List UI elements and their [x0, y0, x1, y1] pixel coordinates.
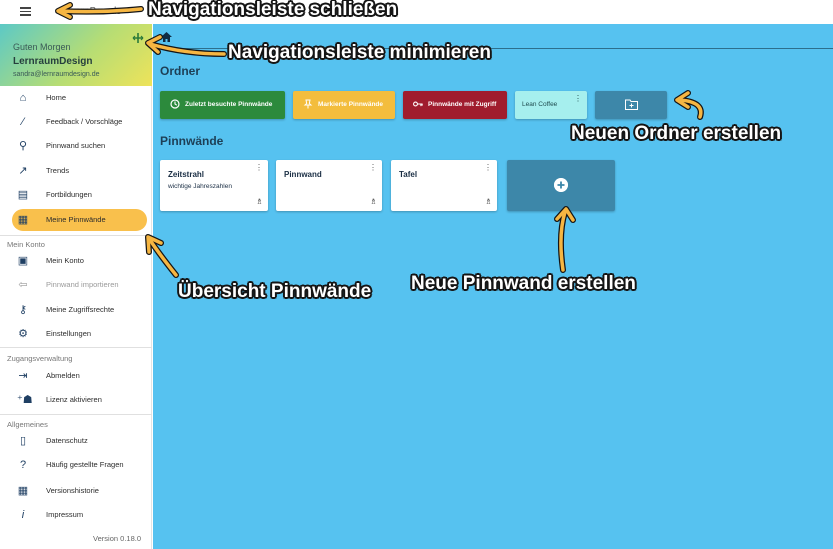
- add-circle-icon: [554, 178, 568, 192]
- greeting: Guten Morgen: [13, 42, 71, 52]
- user-email: sandra@lernraumdesign.de: [13, 71, 100, 78]
- sidebar: [0, 24, 152, 549]
- info-icon: i: [21, 509, 25, 521]
- sidebar-item-label: Mein Konto: [46, 256, 84, 265]
- sidebar-item-versionshistorie[interactable]: [0, 480, 152, 502]
- section-zugangsverwaltung: Zugangsverwaltung: [7, 354, 73, 363]
- dashboard-icon: ▦: [17, 214, 29, 226]
- sidebar-item-faq[interactable]: [0, 454, 152, 476]
- account-box-icon: ▣: [17, 255, 29, 267]
- sidebar-item-label: Lizenz aktivieren: [46, 395, 102, 404]
- board-subtitle: wichtige Jahreszahlen: [168, 183, 232, 190]
- board-card[interactable]: [276, 160, 382, 211]
- sidebar-item-fortbildungen[interactable]: [0, 184, 152, 206]
- annotation-new-board: Neue Pinnwand erstellen: [411, 273, 636, 294]
- sidebar-item-label: Einstellungen: [46, 329, 92, 338]
- folder-access[interactable]: [403, 91, 507, 119]
- sidebar-item-impressum[interactable]: [0, 504, 152, 526]
- sidebar-item-label: Versionshistorie: [46, 486, 99, 495]
- board-title: Tafel: [399, 170, 418, 179]
- boards-heading: Pinnwände: [160, 134, 224, 148]
- home-icon: ⌂: [19, 92, 27, 104]
- board-card[interactable]: [160, 160, 268, 211]
- sidebar-item-mein-konto[interactable]: [0, 250, 152, 272]
- sidebar-item-lizenz[interactable]: [0, 389, 152, 411]
- sidebar-item-import[interactable]: [0, 274, 152, 296]
- import-icon: ⇦: [18, 279, 28, 291]
- divider: [0, 414, 152, 415]
- sidebar-item-meine-pinnwaende[interactable]: [0, 209, 152, 231]
- annotation-new-folder: Neuen Ordner erstellen: [571, 123, 782, 144]
- folder-label: Pinnwände mit Zugriff: [428, 101, 497, 108]
- home-icon[interactable]: [161, 32, 172, 42]
- add-board-button[interactable]: [507, 160, 615, 211]
- sidebar-item-label: Fortbildungen: [46, 190, 92, 199]
- calendar-icon: ▤: [17, 189, 29, 201]
- owner-icon: ♗: [369, 197, 377, 206]
- app-brand: LearnBoards: [64, 6, 122, 17]
- more-vert-icon[interactable]: ⋮: [369, 163, 377, 172]
- history-icon: ▦: [17, 485, 29, 497]
- sidebar-item-label: Meine Pinnwände: [46, 215, 106, 224]
- sidebar-item-zugriffsrechte[interactable]: [0, 299, 152, 321]
- annotation-close-nav: Navigationsleiste schließen: [148, 0, 398, 20]
- divider: [0, 347, 152, 348]
- sidebar-item-trends[interactable]: [0, 160, 152, 182]
- pin-icon: [303, 99, 313, 109]
- folders-heading: Ordner: [160, 64, 201, 78]
- sidebar-item-search[interactable]: [0, 135, 152, 157]
- section-allgemeines: Allgemeines: [7, 420, 48, 429]
- sidebar-item-label: Pinnwand importieren: [46, 280, 119, 289]
- new-folder-icon: [625, 99, 638, 110]
- magic-wand-icon: ⁄: [22, 116, 24, 128]
- more-vert-icon[interactable]: ⋮: [255, 163, 263, 172]
- key-icon: ⚷: [18, 304, 28, 316]
- sidebar-item-abmelden[interactable]: [0, 365, 152, 387]
- sidebar-item-label: Impressum: [46, 510, 84, 519]
- sidebar-item-datenschutz[interactable]: [0, 430, 152, 452]
- board-title: Pinnwand: [284, 170, 322, 179]
- search-icon: ⚲: [18, 140, 28, 152]
- group-add-icon: ⁺☗: [17, 394, 33, 406]
- new-folder-button[interactable]: [595, 91, 667, 119]
- folder-label: Zuletzt besuchte Pinnwände: [185, 101, 273, 108]
- trending-icon: ↗: [18, 165, 28, 177]
- app-version: Version 0.18.0: [93, 534, 141, 543]
- sidebar-item-label: Meine Zugriffsrechte: [46, 305, 115, 314]
- folder-lean-coffee[interactable]: [515, 91, 587, 119]
- folder-label: Markierte Pinnwände: [318, 101, 384, 108]
- more-vert-icon[interactable]: ⋮: [484, 163, 492, 172]
- board-card[interactable]: [391, 160, 497, 211]
- board-title: Zeitstrahl: [168, 170, 205, 179]
- annotation-overview: Übersicht Pinnwände: [178, 281, 372, 302]
- owner-icon: ♗: [255, 197, 263, 206]
- logout-icon: ⇥: [18, 370, 28, 382]
- sidebar-minimize-icon[interactable]: [132, 32, 144, 44]
- sidebar-item-label: Feedback / Vorschläge: [46, 117, 123, 126]
- sidebar-item-einstellungen[interactable]: [0, 323, 152, 345]
- folder-recent[interactable]: [160, 91, 285, 119]
- sidebar-item-home[interactable]: [0, 87, 152, 109]
- sidebar-item-feedback[interactable]: [0, 111, 152, 133]
- divider: [0, 235, 152, 236]
- hamburger-icon[interactable]: [20, 7, 31, 16]
- sidebar-item-label: Abmelden: [46, 371, 80, 380]
- document-icon: ▯: [19, 435, 27, 447]
- section-mein-konto: Mein Konto: [7, 240, 45, 249]
- folder-marked[interactable]: [293, 91, 395, 119]
- sidebar-item-label: Pinnwand suchen: [46, 141, 106, 150]
- key-icon: [413, 99, 423, 109]
- profile-header: [0, 24, 152, 86]
- top-bar: [0, 0, 833, 24]
- sidebar-item-label: Datenschutz: [46, 436, 88, 445]
- sidebar-item-label: Trends: [46, 166, 70, 175]
- more-vert-icon[interactable]: ⋮: [574, 94, 582, 103]
- sidebar-item-label: Home: [46, 93, 67, 102]
- annotation-minimize-nav: Navigationsleiste minimieren: [228, 42, 491, 63]
- history-icon: [170, 99, 180, 109]
- user-name: LernraumDesign: [13, 56, 93, 67]
- folder-label: Lean Coffee: [522, 101, 558, 108]
- owner-icon: ♗: [484, 197, 492, 206]
- gear-icon: ⚙: [18, 328, 28, 340]
- question-icon: ?: [19, 459, 27, 471]
- sidebar-item-label: Häufig gestellte Fragen: [46, 460, 124, 469]
